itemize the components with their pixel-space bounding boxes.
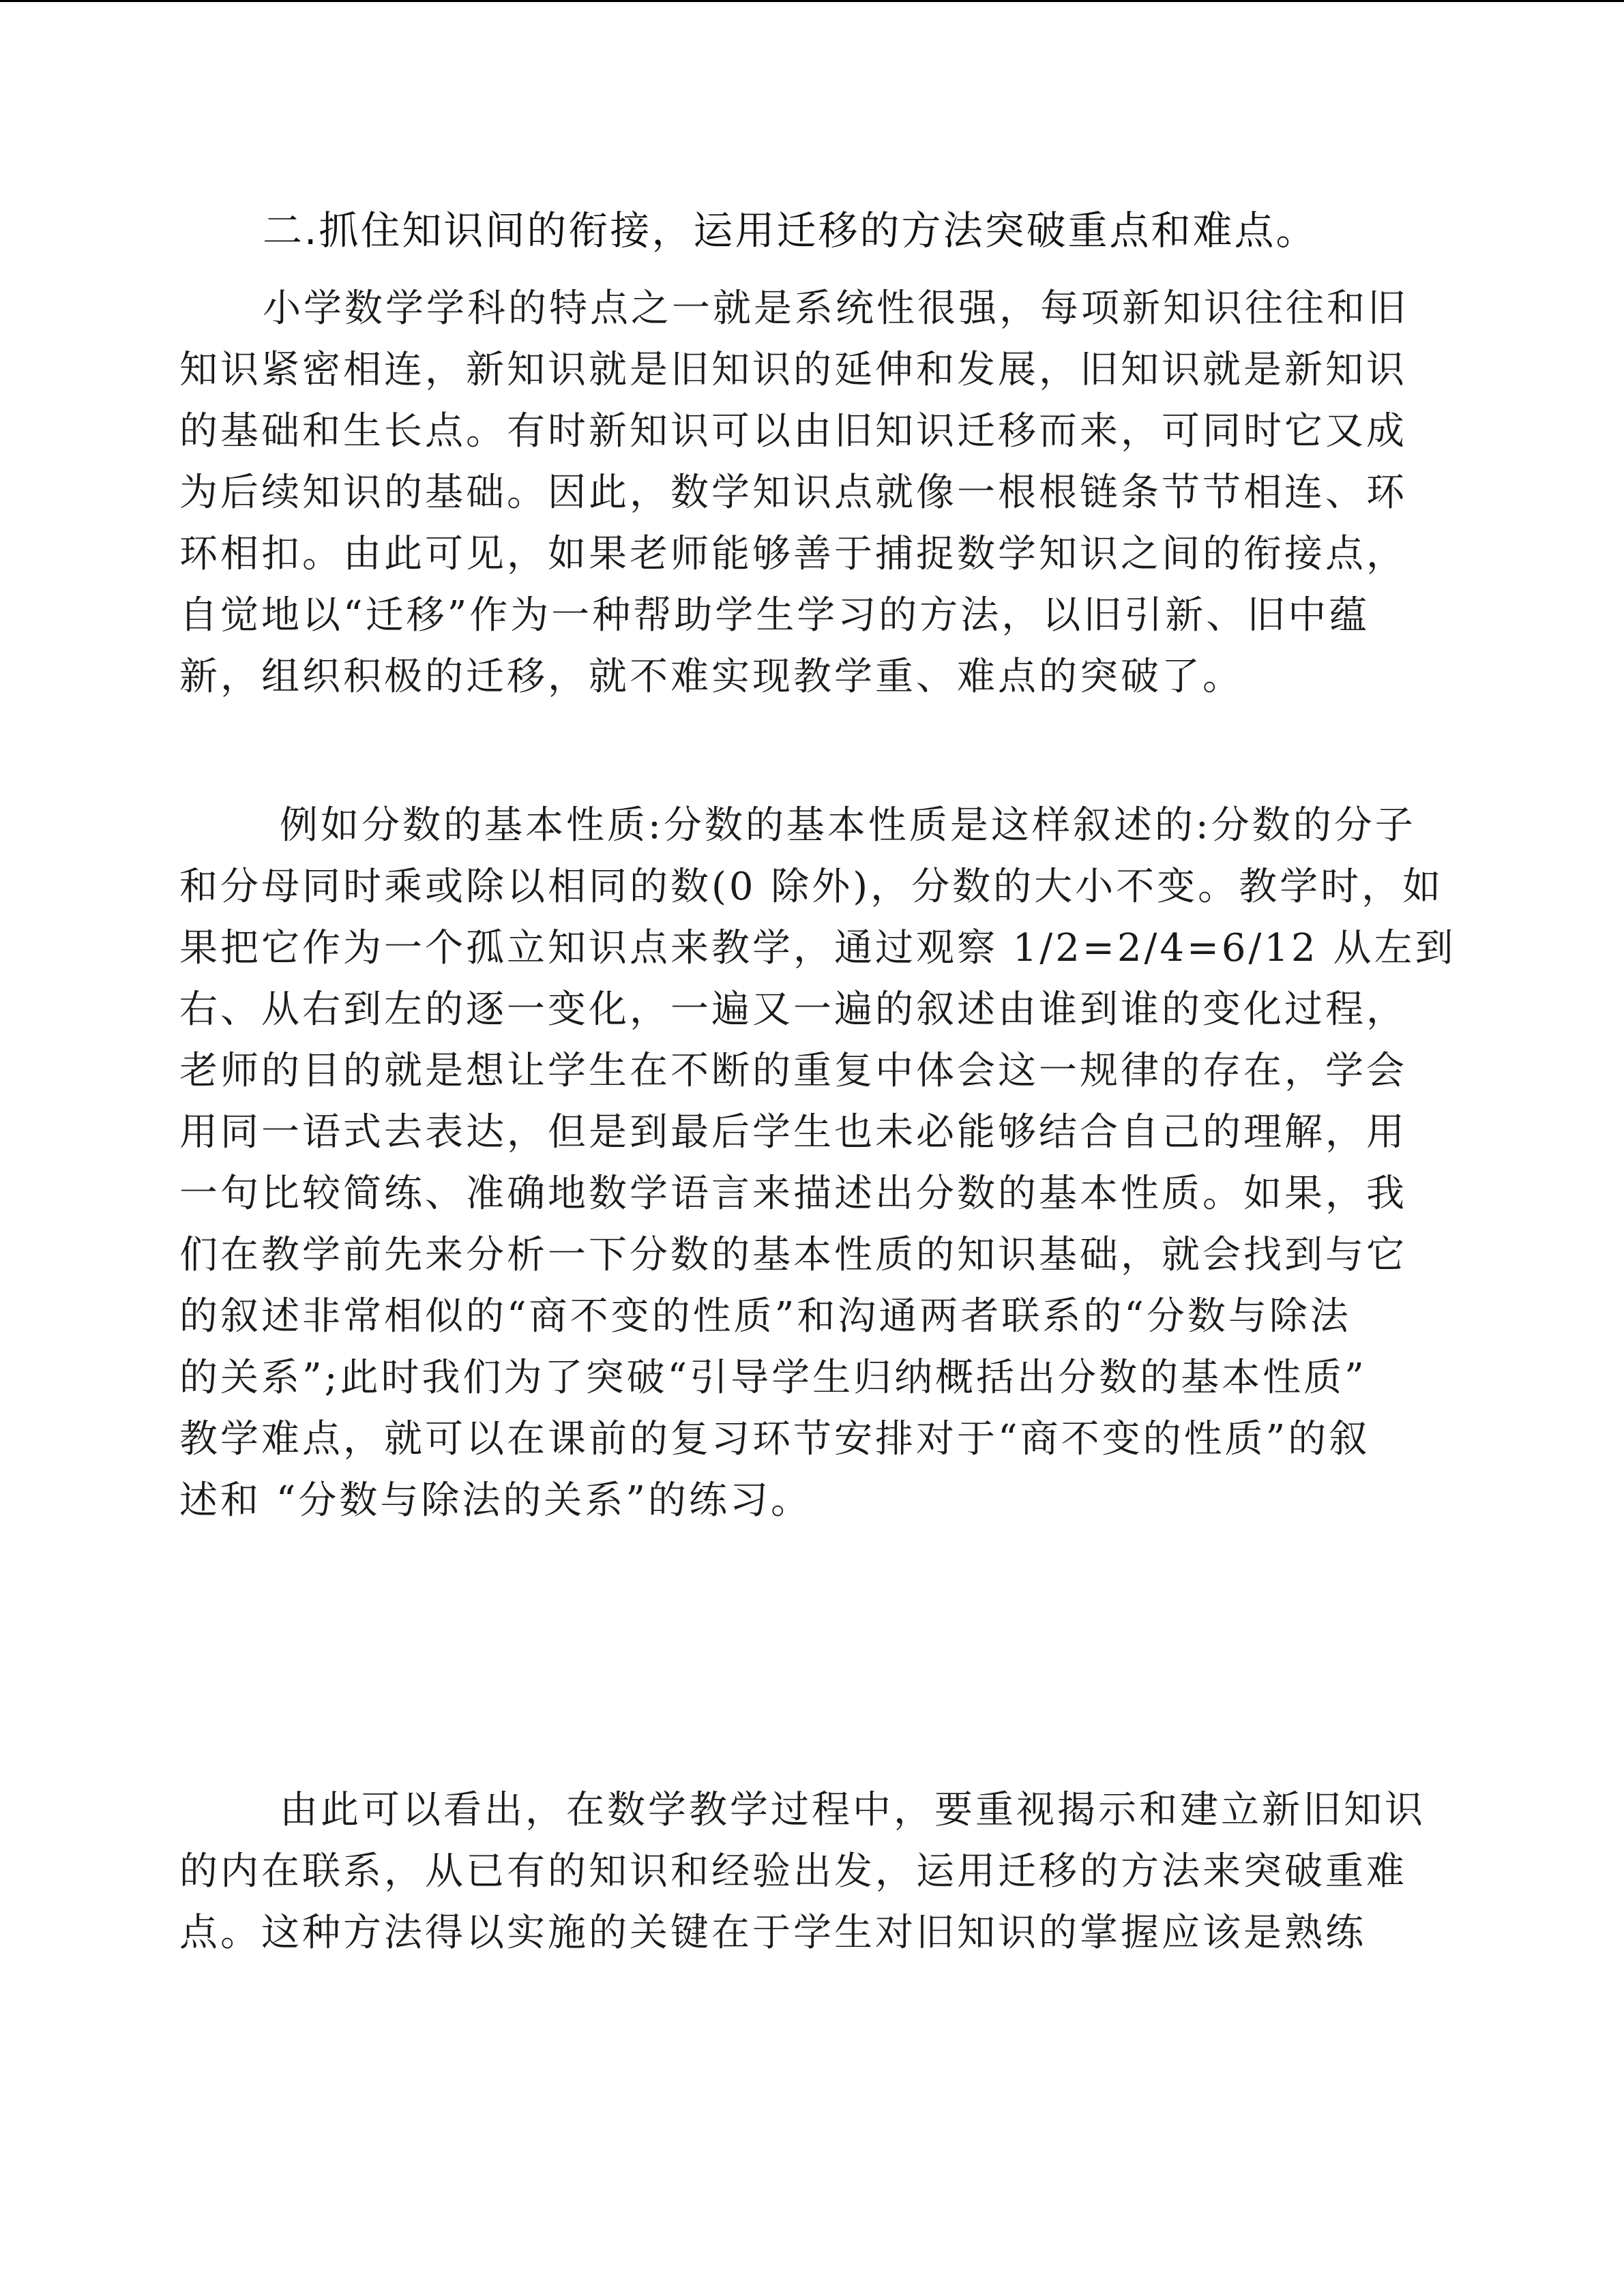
paragraph-2-line-8: 们在教学前先来分析一下分数的基本性质的知识基础，就会找到与它 bbox=[179, 1233, 1407, 1277]
paragraph-2-line-1: 例如分数的基本性质:分数的基本性质是这样叙述的:分数的分子 bbox=[280, 803, 1416, 848]
paragraph-1-line-6: 自觉地以“迁移”作为一种帮助学生学习的方法，以旧引新、旧中蕴 bbox=[179, 593, 1370, 638]
paragraph-1-line-2: 知识紧密相连，新知识就是旧知识的延伸和发展，旧知识就是新知识 bbox=[179, 348, 1407, 392]
paragraph-2-line-10: 的关系”;此时我们为了突破“引导学生归纳概括出分数的基本性质” bbox=[179, 1356, 1367, 1400]
paragraph-2-line-2: 和分母同时乘或除以相同的数(0 除外)，分数的大小不变。教学时，如 bbox=[179, 865, 1444, 909]
paragraph-1-line-3: 的基础和生长点。有时新知识可以由旧知识迁移而来，可同时它又成 bbox=[179, 409, 1407, 453]
paragraph-3-line-3: 点。这种方法得以实施的关键在于学生对旧知识的掌握应该是熟练 bbox=[179, 1911, 1366, 1955]
section-heading: 二.抓住知识间的衔接，运用迁移的方法突破重点和难点。 bbox=[263, 207, 1318, 254]
paragraph-1-line-1: 小学数学学科的特点之一就是系统性很强，每项新知识往往和旧 bbox=[263, 286, 1408, 331]
paragraph-2-line-6: 用同一语式去表达，但是到最后学生也未必能够结合自己的理解，用 bbox=[179, 1110, 1407, 1154]
paragraph-2-line-9: 的叙述非常相似的“商不变的性质”和沟通两者联系的“分数与除法 bbox=[179, 1294, 1351, 1339]
paragraph-2-line-7: 一句比较简练、准确地数学语言来描述出分数的基本性质。如果，我 bbox=[179, 1172, 1407, 1216]
paragraph-1-line-5: 环相扣。由此可见，如果老师能够善于捕捉数学知识之间的衔接点， bbox=[179, 532, 1407, 576]
paragraph-2-line-5: 老师的目的就是想让学生在不断的重复中体会这一规律的存在，学会 bbox=[179, 1049, 1407, 1093]
paragraph-1-line-4: 为后续知识的基础。因此，数学知识点就像一根根链条节节相连、环 bbox=[179, 471, 1407, 515]
paragraph-2-line-3: 果把它作为一个孤立知识点来教学，通过观察 1/2=2/4=6/12 从左到 bbox=[179, 926, 1456, 970]
paragraph-2-line-12: 述和 “分数与除法的关系”的练习。 bbox=[179, 1478, 812, 1523]
paragraph-3-line-1: 由此可以看出，在数学教学过程中，要重视揭示和建立新旧知识 bbox=[280, 1788, 1426, 1832]
paragraph-2-line-4: 右、从右到左的逐一变化，一遍又一遍的叙述由谁到谁的变化过程， bbox=[179, 987, 1407, 1032]
paragraph-3-line-2: 的内在联系，从已有的知识和经验出发，运用迁移的方法来突破重难 bbox=[179, 1849, 1407, 1894]
paragraph-1-line-7: 新，组织积极的迁移，就不难实现教学重、难点的突破了。 bbox=[179, 655, 1243, 699]
paragraph-2-line-11: 教学难点，就可以在课前的复习环节安排对于“商不变的性质”的叙 bbox=[179, 1417, 1370, 1461]
